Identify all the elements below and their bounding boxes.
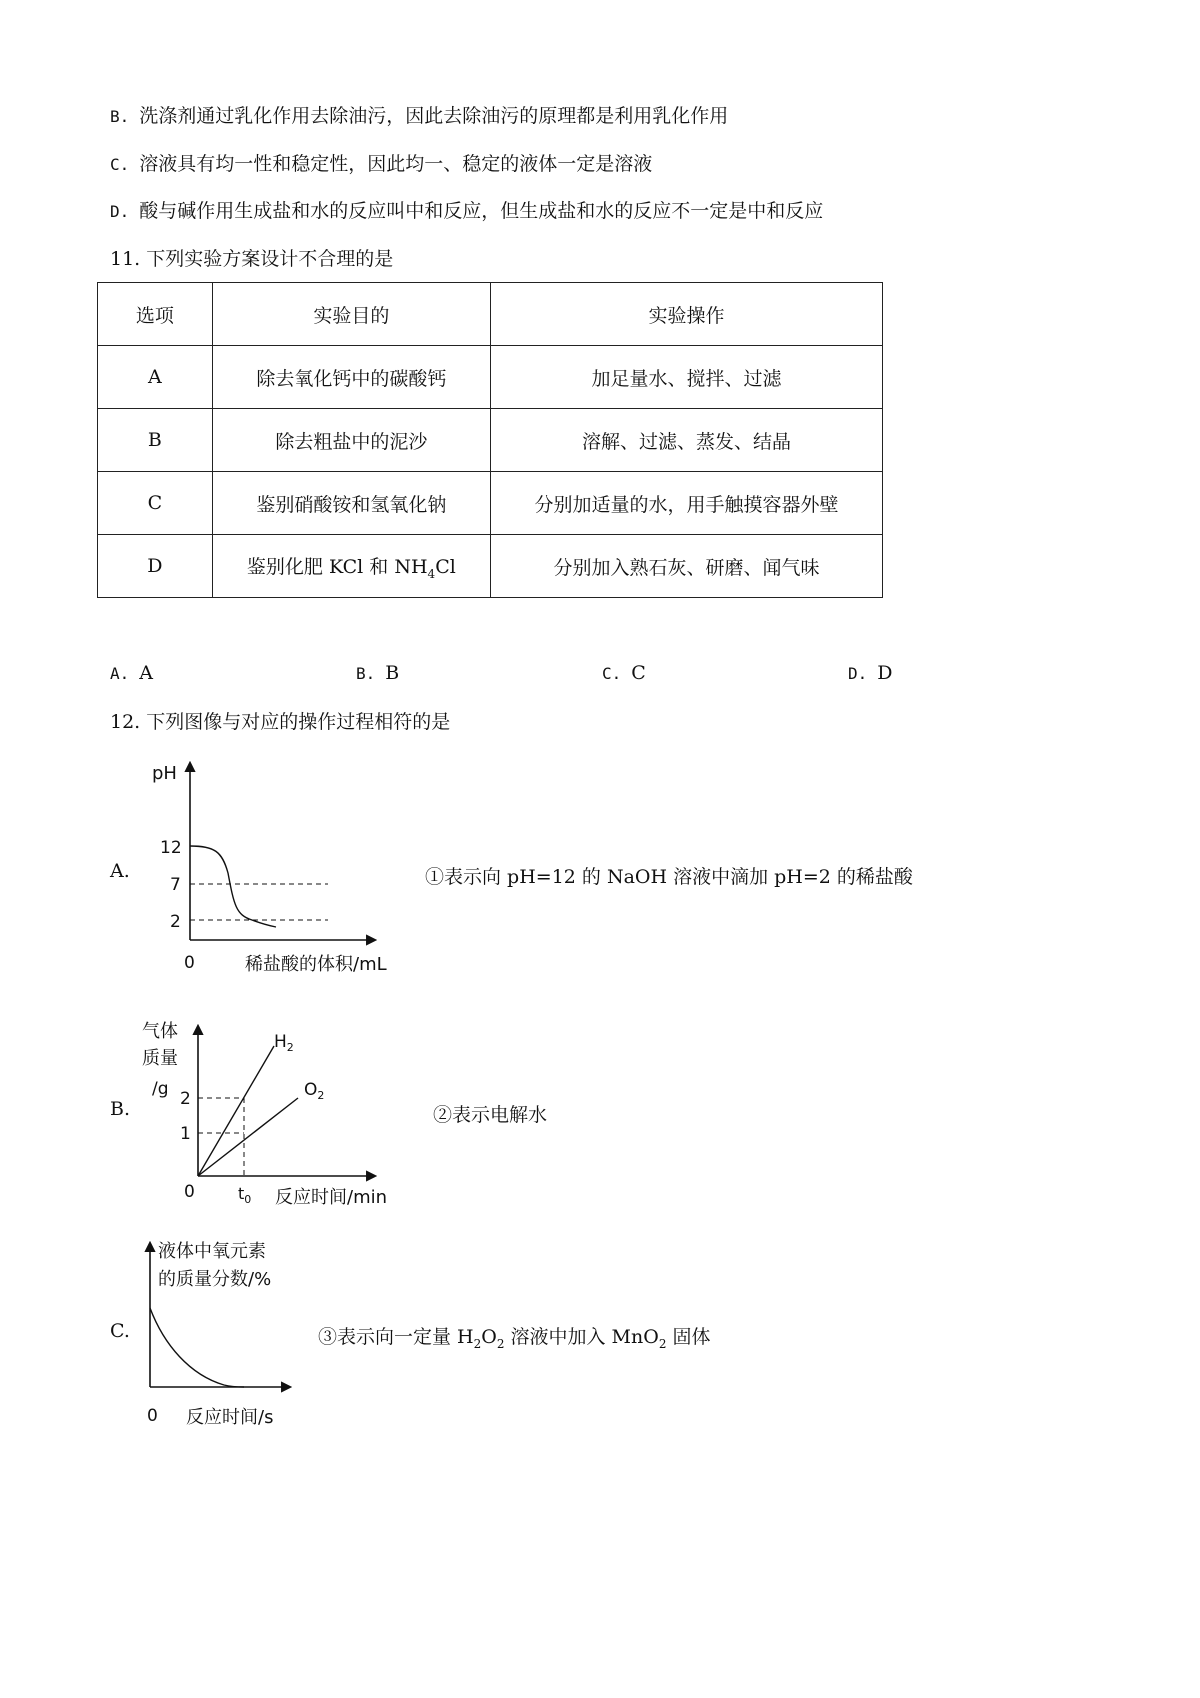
cell-option: D [98, 535, 213, 598]
question-12-stem: 12. 下列图像与对应的操作过程相符的是 [110, 711, 451, 733]
y-tick-label: 7 [170, 875, 181, 895]
answer-key: B. [356, 664, 376, 683]
cell-option: B [98, 409, 213, 472]
figure-a-label: A. [110, 860, 130, 882]
origin-label: 0 [184, 1182, 195, 1202]
figure-c-description [318, 1322, 711, 1351]
desc-text: O [481, 1326, 497, 1348]
o2-label: $O_2$ [304, 1080, 325, 1102]
answer-c [602, 661, 646, 686]
y-axis-label: 质量 [142, 1048, 178, 1069]
answer-d [848, 661, 893, 686]
header-option: 选项 [98, 283, 213, 346]
subscript: 2 [658, 1336, 667, 1351]
answer-value: D [877, 662, 893, 684]
figure-a-description: ①表示向 pH=12 的 NaOH 溶液中滴加 pH=2 的稀盐酸 [425, 866, 913, 888]
y-tick-label: 1 [180, 1124, 191, 1144]
cell-operation: 加足量水、搅拌、过滤 [491, 346, 883, 409]
y-axis-label: 气体 [142, 1021, 178, 1042]
figure-b-description: ②表示电解水 [433, 1104, 548, 1126]
option-d [110, 199, 823, 224]
option-letter: D. [110, 202, 130, 221]
cell-purpose [212, 535, 490, 598]
answer-value: A [139, 662, 153, 684]
answer-key: C. [602, 664, 622, 683]
y-axis-label: pH [152, 763, 177, 784]
ph-graph [140, 755, 430, 980]
cell-operation: 分别加适量的水，用手触摸容器外壁 [491, 472, 883, 535]
y-tick-label: 12 [160, 838, 182, 858]
h2-label: $H_2$ [274, 1032, 294, 1054]
desc-text: 溶液中加入 MnO [504, 1326, 659, 1348]
cell-operation: 溶解、过滤、蒸发、结晶 [491, 409, 883, 472]
cell-purpose: 除去粗盐中的泥沙 [212, 409, 490, 472]
header-purpose: 实验目的 [212, 283, 490, 346]
option-letter: C. [110, 155, 130, 174]
answer-key: A. [110, 664, 130, 683]
desc-text: 固体 [666, 1326, 711, 1348]
y-axis-label: /g [152, 1079, 169, 1099]
purpose-text: 鉴别化肥 KCl 和 NH [246, 555, 428, 578]
cell-operation: 分别加入熟石灰、研磨、闻气味 [491, 535, 883, 598]
figure-b-label: B. [110, 1098, 131, 1120]
y-axis-label: 液体中氧元素 [158, 1241, 266, 1262]
cell-purpose: 鉴别硝酸铵和氢氧化钠 [212, 472, 490, 535]
y-tick-label: 2 [170, 912, 181, 932]
origin-label: 0 [147, 1406, 158, 1426]
o2-line [198, 1098, 298, 1176]
ph-curve [190, 846, 276, 927]
option-text: 酸与碱作用生成盐和水的反应叫中和反应，但生成盐和水的反应不一定是中和反应 [139, 200, 824, 222]
origin-label: 0 [184, 953, 195, 973]
electrolysis-graph [140, 1012, 420, 1212]
subscript: 2 [496, 1336, 505, 1351]
x-axis-label: 反应时间/min [275, 1187, 388, 1208]
answer-value: C [631, 662, 646, 684]
y-axis-label: 的质量分数/% [158, 1269, 272, 1290]
table-row [98, 346, 883, 409]
x-axis-label: 稀盐酸的体积/mL [245, 954, 387, 975]
h2-line [198, 1046, 274, 1176]
oxygen-fraction-graph [140, 1235, 340, 1430]
option-b [110, 104, 728, 129]
cell-option: A [98, 346, 213, 409]
subscript: 4 [427, 566, 436, 581]
answer-key: D. [848, 664, 868, 683]
option-c [110, 152, 652, 177]
table-row [98, 535, 883, 598]
decay-curve [150, 1308, 244, 1387]
cell-purpose: 除去氧化钙中的碳酸钙 [212, 346, 490, 409]
table-header-row [98, 283, 883, 346]
header-operation: 实验操作 [491, 283, 883, 346]
subscript: 2 [473, 1336, 482, 1351]
x-tick-label: $t_0$ [238, 1184, 252, 1206]
table-row [98, 409, 883, 472]
desc-text: ③表示向一定量 H [318, 1326, 474, 1348]
option-text: 洗涤剂通过乳化作用去除油污，因此去除油污的原理都是利用乳化作用 [139, 105, 729, 127]
option-letter: B. [110, 107, 130, 126]
cell-option: C [98, 472, 213, 535]
x-axis-label: 反应时间/s [186, 1407, 274, 1428]
answer-value: B [385, 662, 400, 684]
question-11-stem: 11. 下列实验方案设计不合理的是 [110, 248, 394, 270]
y-tick-label: 2 [180, 1089, 191, 1109]
table-row [98, 472, 883, 535]
purpose-text: Cl [435, 555, 456, 578]
option-text: 溶液具有均一性和稳定性，因此均一、稳定的液体一定是溶液 [139, 153, 653, 175]
answer-a [110, 661, 153, 686]
figure-c-label: C. [110, 1320, 130, 1342]
answer-b [356, 661, 399, 686]
experiment-table [97, 282, 883, 598]
